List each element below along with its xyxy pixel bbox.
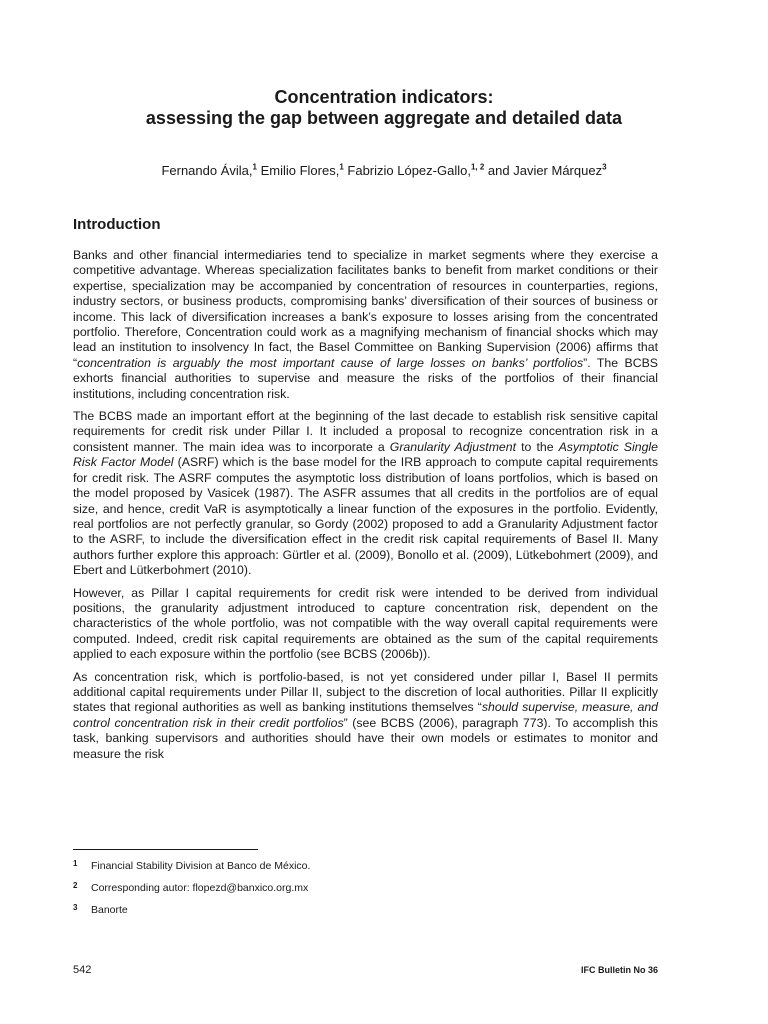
footnotes: [73, 860, 658, 926]
author-name: Emilio Flores,: [256, 163, 340, 178]
paper-title: [60, 87, 708, 129]
footnote-text: Banorte: [91, 904, 128, 916]
paragraph-text: to the: [516, 439, 559, 454]
footnote-mark: 3: [73, 903, 78, 912]
paragraph-text: (ASRF) which is the base model for the IRB approach to compute capital requirements for credit risk. The ASRF computes the asymptotic loss distribution of loans portfolios, which is based on the model proposed by Vasicek (1987). The ASFR assumes that all credits in the portfolios are of equal size, and hence, credit VaR is asymptotically a linear function of the exposures in the portfolio. Evidently, real portfolios are not perfectly granular, so Gordy (2002) proposed to add a Granularity Adjustment factor to the ASRF, to include the diversification effect in the credit risk capital requirements of Basel II. Many authors further explore this approach: Gürtler et al. (2009), Bonollo et al. (2009), Lütkebohmert (2009), and Ebert and Lütkerbohmert (2010).: [73, 455, 658, 578]
footnote: [73, 882, 658, 895]
footnote-text: Corresponding autor: flopezd@banxico.org.mx: [91, 882, 309, 894]
footnote: [73, 860, 658, 873]
footnote-mark: 2: [73, 881, 78, 890]
paragraph-3: However, as Pillar I capital requirements for credit risk were intended to be derived from individual positions, the granularity adjustment introduced to capture concentration risk, dependent on the characteristics of the whole portfolio, was not compatible with the way overall capital requirements were computed. Indeed, credit risk capital requirements are obtained as the sum of the capital requirements applied to each exposure within the portfolio (see BCBS (2006b)).: [73, 585, 658, 662]
author-affiliation-mark: 1, 2: [470, 162, 485, 172]
author-name: Fernando Ávila,: [161, 163, 253, 178]
author-affiliation-mark: 3: [602, 162, 607, 172]
italic-term: Granularity Adjustment: [389, 439, 517, 454]
paragraph-1: [73, 248, 658, 402]
author-affiliation-mark: 1: [252, 162, 257, 172]
author-name: and Javier Márquez: [484, 163, 603, 178]
quote-text: should supervise, measure, and control concentration risk in their credit portfolios: [73, 700, 659, 730]
paragraph-text: ” (see BCBS (2006), paragraph 773). To accomplish this task, banking supervisors and authorities should have their own models or estimates to monitor and measure the risk: [73, 715, 658, 761]
section-heading: Introduction: [73, 216, 161, 233]
footnote-mark: 1: [73, 859, 78, 868]
page-number: 542: [73, 964, 92, 976]
author-name: Fabrizio López-Gallo,: [343, 163, 471, 178]
footnote: [73, 904, 658, 917]
paragraph-4: [73, 670, 658, 762]
title-line-2: assessing the gap between aggregate and detailed data: [145, 108, 623, 128]
footnote-divider: [73, 849, 258, 850]
bulletin-name: IFC Bulletin No 36: [580, 965, 658, 975]
paragraph-2: [73, 409, 658, 578]
title-line-1: Concentration indicators:: [274, 87, 494, 107]
footnote-text: Financial Stability Division at Banco de México.: [91, 860, 311, 872]
quote-text: concentration is arguably the most important cause of large losses on banks’ portfolios: [77, 355, 584, 370]
paragraph-text: As concentration risk, which is portfolio-based, is not yet considered under pillar I, Basel II permits additional capital requirements under Pillar II, subject to the discretion of local authorities. Pillar II explicitly states that regional authorities as well as banking institutions themselves “: [73, 669, 658, 715]
paragraph-text: Banks and other financial intermediaries tend to specialize in market segments where they exercise a competitive advantage. Whereas specialization facilitates banks to benefit from market conditions or their expertise, specialization may be accompanied by concentration of resources in counterparties, regions, industry sectors, or business products, compromising banks’ diversification of their sources of business or income. This lack of diversification increases a bank’s exposure to losses arising from the concentrated portfolio. Therefore, Concentration could work as a magnifying mechanism of financial shocks which may lead an institution to insolvency In fact, the Basel Committee on Banking Supervision (2006) affirms that “: [73, 248, 658, 370]
paragraph-text: ”. The BCBS exhorts financial authorities to supervise and measure the risks of the portfolios of their financial institutions, including concentration risk.: [73, 355, 658, 401]
author-list: [60, 163, 708, 179]
body-text: [73, 248, 658, 769]
author-affiliation-mark: 1: [339, 162, 344, 172]
italic-term: Asymptotic Single Risk Factor Model: [73, 439, 658, 470]
paragraph-text: The BCBS made an important effort at the beginning of the last decade to establish risk sensitive capital requirements for credit risk under Pillar I. It included a proposal to recognize concentration risk in a consistent manner. The main idea was to incorporate a: [73, 409, 658, 454]
